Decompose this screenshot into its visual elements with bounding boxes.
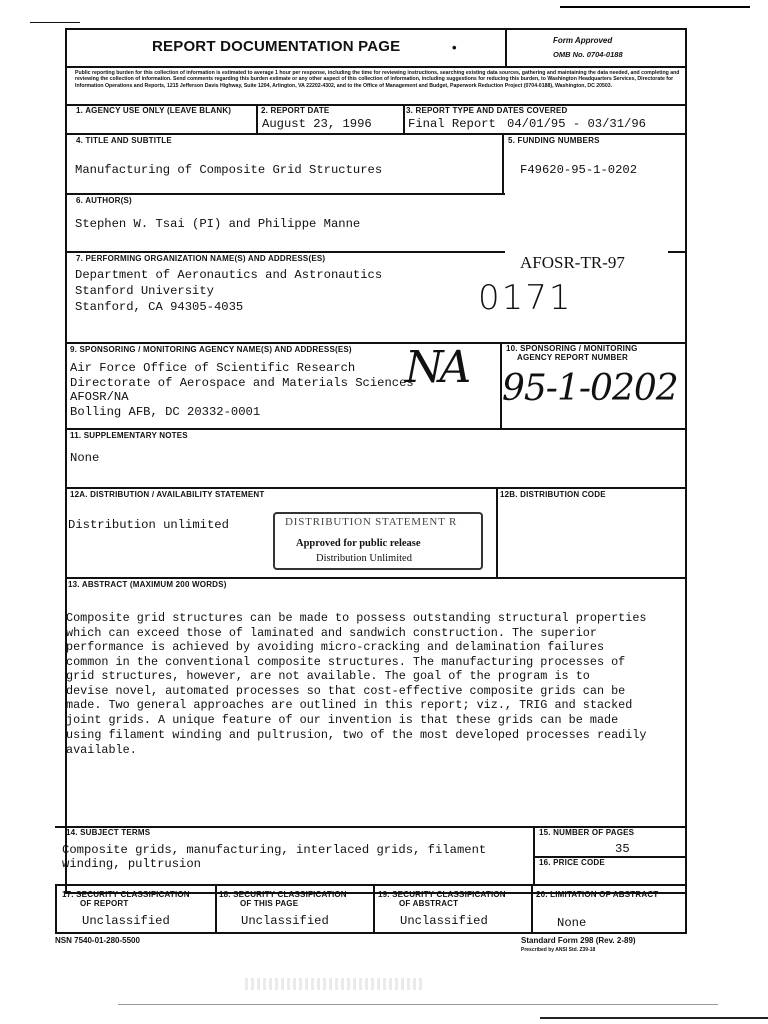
sponsoring-org-line-4: Bolling AFB, DC 20332-0001 <box>70 405 261 419</box>
scan-mark-top-right <box>560 6 750 8</box>
handwritten-na: NA <box>405 342 468 393</box>
title-mark: • <box>452 40 457 55</box>
prescribed-by: Prescribed by ANSI Std. Z39-18 <box>521 947 596 953</box>
price-code-label: 16. PRICE CODE <box>539 858 605 867</box>
abstract-line-2: which can exceed those of laminated and sandwich construction. The superior <box>66 626 597 640</box>
standard-form: Standard Form 298 (Rev. 2-89) <box>521 936 636 945</box>
row8-top-line <box>65 577 687 579</box>
abstract-line-5: grid structures, however, are not available. The goal of the program is to <box>66 669 590 683</box>
stamp-title: DISTRIBUTION STATEMENT R <box>285 516 458 528</box>
form-approved-label: Form Approved <box>553 36 613 45</box>
abstract-line-4: common in the conventional composite structures. The manufacturing processes of <box>66 655 626 669</box>
sponsoring-org-line-3: AFOSR/NA <box>70 390 129 404</box>
row7-top-line <box>65 487 687 489</box>
supplementary-label: 11. SUPPLEMENTARY NOTES <box>70 431 188 440</box>
abstract-line-7: made. Two general approaches are outlined in this report; viz., TRIG and stacked <box>66 698 633 712</box>
sec-abstract-label-2: OF ABSTRACT <box>399 899 459 908</box>
abstract-line-10: available. <box>66 743 137 757</box>
sec-page-label-1: 18. SECURITY CLASSIFICATION <box>219 890 347 899</box>
authors-value: Stephen W. Tsai (PI) and Philippe Manne <box>75 217 361 231</box>
sec-abstract-label-1: 19. SECURITY CLASSIFICATION <box>378 890 506 899</box>
form-title: REPORT DOCUMENTATION PAGE <box>152 38 401 55</box>
abstract-line-1: Composite grid structures can be made to possess outstanding structural properties <box>66 611 647 625</box>
scan-line-bottom-2 <box>540 1017 768 1019</box>
row6-top-line <box>65 428 687 430</box>
bottom-frame <box>55 884 687 934</box>
distribution-label: 12A. DISTRIBUTION / AVAILABILITY STATEMENT <box>70 490 265 499</box>
sec-report-label-2: OF REPORT <box>80 899 129 908</box>
row4-top-line <box>65 251 505 253</box>
sec-report-value: Unclassified <box>82 914 170 928</box>
agency-report-number: 95-1-0202 <box>502 368 678 409</box>
num-pages-label: 15. NUMBER OF PAGES <box>539 828 635 837</box>
form-frame <box>65 28 687 894</box>
agency-report-label-2: AGENCY REPORT NUMBER <box>517 353 628 362</box>
scan-mark-top-left <box>30 22 80 23</box>
distribution-value: Distribution unlimited <box>68 518 229 532</box>
stamp-line-2: Distribution Unlimited <box>316 553 412 564</box>
performing-org-label: 7. PERFORMING ORGANIZATION NAME(S) AND ADDRESS(ES) <box>76 254 326 263</box>
distribution-code-label: 12B. DISTRIBUTION CODE <box>500 490 606 499</box>
performing-org-line-1: Department of Aeronautics and Astronautics <box>75 268 383 282</box>
performing-org-line-2: Stanford University <box>75 284 214 298</box>
funding-divider <box>502 133 504 195</box>
header-bottom-line <box>65 66 687 68</box>
nsn-number: NSN 7540-01-280-5500 <box>55 936 140 945</box>
performing-org-line-3: Stanford, CA 94305-4035 <box>75 300 244 314</box>
agency-report-label-1: 10. SPONSORING / MONITORING <box>506 344 638 353</box>
report-type-label: 3. REPORT TYPE AND DATES COVERED <box>406 106 568 115</box>
agency-use-label: 1. AGENCY USE ONLY (LEAVE BLANK) <box>76 106 232 115</box>
sponsoring-org-line-1: Air Force Office of Scientific Research <box>70 361 356 375</box>
abstract-label: 13. ABSTRACT (MAXIMUM 200 WORDS) <box>68 580 227 589</box>
scan-line-bottom <box>118 1004 718 1005</box>
sec-page-value: Unclassified <box>241 914 329 928</box>
funding-label: 5. FUNDING NUMBERS <box>508 136 600 145</box>
title-label: 4. TITLE AND SUBTITLE <box>76 136 172 145</box>
authors-label: 6. AUTHOR(S) <box>76 196 132 205</box>
scan-noise <box>245 978 425 990</box>
report-date-value: August 23, 1996 <box>262 117 372 131</box>
abstract-line-6: devise novel, automated processes so that cost-effective composite grids can be <box>66 684 626 698</box>
sponsoring-label: 9. SPONSORING / MONITORING AGENCY NAME(S) AND ADDRESS(ES) <box>70 345 352 354</box>
row1-divider-2 <box>403 104 405 134</box>
funding-value: F49620-95-1-0202 <box>520 163 638 177</box>
afosr-tr-number: 0171 <box>478 278 573 318</box>
row2-top-line <box>65 133 687 135</box>
afosr-tr-label: AFOSR-TR-97 <box>520 253 625 272</box>
subject-terms-line-2: winding, pultrusion <box>62 857 201 871</box>
header-divider <box>505 28 507 68</box>
distribution-divider <box>496 487 498 578</box>
abstract-line-3: performance is achieved by avoiding micro-cracking and delamination failures <box>66 640 605 654</box>
dates-covered-value: 04/01/95 - 03/31/96 <box>507 117 646 131</box>
row1-divider-1 <box>256 104 258 134</box>
report-date-label: 2. REPORT DATE <box>261 106 330 115</box>
limitation-label: 20. LIMITATION OF ABSTRACT <box>536 890 659 899</box>
limitation-value: None <box>557 916 587 930</box>
subject-terms-line-1: Composite grids, manufacturing, interlaced grids, filament <box>62 843 487 857</box>
title-value: Manufacturing of Composite Grid Structures <box>75 163 383 177</box>
burden-notice: Public reporting burden for this collection of information is estimated to average 1 hour per response, including the time for reviewing instructions, searching existing data sources, gathering and maintaining the data needed, and completing and reviewing the collection of information. Send comments regarding this burden estimate or any other aspect of this collection of information, including suggestions for reducing this burden, to Washington Headquarters Services, Directorate for Information Operations and Reports, 1215 Jefferson Davis Highway, Suite 1204, Arlington, VA 22202-4302, and to the Office of Management and Budget, Paperwork Reduction Project (0704-0188), Washington, DC 20503. <box>75 70 680 89</box>
stamp-line-1: Approved for public release <box>296 538 421 549</box>
row3-top-line <box>65 193 505 195</box>
abstract-line-8: joint grids. A unique feature of our invention is that these grids can be made <box>66 713 619 727</box>
sponsoring-org-line-2: Directorate of Aerospace and Materials Sciences <box>70 376 414 390</box>
num-pages-value: 35 <box>615 842 630 856</box>
sec-abstract-value: Unclassified <box>400 914 488 928</box>
sec-page-label-2: OF THIS PAGE <box>240 899 299 908</box>
row4-top-line-right <box>668 251 687 253</box>
omb-number: OMB No. 0704-0188 <box>553 50 623 59</box>
sec-report-label-1: 17. SECURITY CLASSIFICATION <box>62 890 190 899</box>
subject-terms-label: 14. SUBJECT TERMS <box>66 828 151 837</box>
supplementary-value: None <box>70 451 100 465</box>
report-type-value: Final Report <box>408 117 496 131</box>
abstract-line-9: using filament winding and pultrusion, two of the most developed processes readily <box>66 728 647 742</box>
